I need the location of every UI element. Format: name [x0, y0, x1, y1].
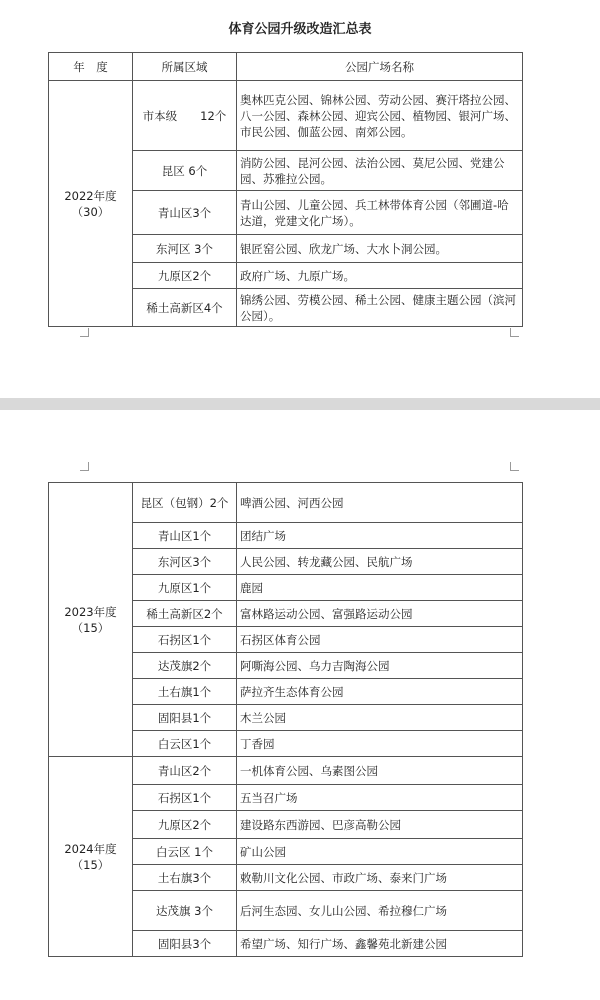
park-cell: 建设路东西游园、巴彦高勒公园 [237, 811, 523, 839]
header-district: 所属区域 [133, 53, 237, 81]
table-header-row [49, 53, 523, 81]
district-cell: 昆区 6个 [133, 151, 237, 191]
page-separator [0, 398, 600, 410]
park-cell: 鹿园 [237, 575, 523, 601]
crop-mark [80, 328, 89, 337]
document-title: 体育公园升级改造汇总表 [228, 22, 372, 37]
district-cell: 达茂旗2个 [133, 653, 237, 679]
district-cell: 石拐区1个 [133, 785, 237, 811]
district-cell: 稀土高新区4个 [133, 289, 237, 327]
header-park: 公园广场名称 [237, 53, 523, 81]
district-cell: 白云区 1个 [133, 839, 237, 865]
table-row [49, 483, 523, 523]
district-cell: 九原区2个 [133, 811, 237, 839]
park-cell: 政府广场、九原广场。 [237, 263, 523, 289]
park-cell: 萨拉齐生态体育公园 [237, 679, 523, 705]
district-cell: 石拐区1个 [133, 627, 237, 653]
table-2023-2024 [48, 482, 523, 957]
park-cell: 敕勒川文化公园、市政广场、泰来门广场 [237, 865, 523, 891]
table-row [49, 81, 523, 151]
crop-mark [510, 462, 519, 471]
park-cell: 矿山公园 [237, 839, 523, 865]
district-cell: 固阳县1个 [133, 705, 237, 731]
district-cell: 东河区 3个 [133, 235, 237, 263]
park-cell: 锦绣公园、劳模公园、稀土公园、健康主题公园（滨河公园）。 [237, 289, 523, 327]
district-cell: 白云区1个 [133, 731, 237, 757]
park-cell: 木兰公园 [237, 705, 523, 731]
park-cell: 团结广场 [237, 523, 523, 549]
district-cell: 稀土高新区2个 [133, 601, 237, 627]
district-cell: 青山区1个 [133, 523, 237, 549]
year-cell-2023 [49, 483, 133, 757]
year-cell-2022 [49, 81, 133, 327]
park-cell: 五当召广场 [237, 785, 523, 811]
park-cell: 丁香园 [237, 731, 523, 757]
table-2022 [48, 52, 523, 327]
table-row [49, 757, 523, 785]
district-cell: 土右旗1个 [133, 679, 237, 705]
document-page-1 [0, 0, 600, 398]
park-cell: 阿嘶海公园、乌力吉陶海公园 [237, 653, 523, 679]
crop-mark [80, 462, 89, 471]
district-cell: 青山区3个 [133, 191, 237, 235]
district-cell: 昆区（包钢）2个 [133, 483, 237, 523]
district-cell: 土右旗3个 [133, 865, 237, 891]
year-count: （15） [71, 857, 110, 872]
park-cell: 一机体育公园、乌素图公园 [237, 757, 523, 785]
crop-mark [510, 328, 519, 337]
park-cell: 希望广场、知行广场、鑫馨苑北新建公园 [237, 931, 523, 957]
year-count: （15） [71, 620, 110, 635]
district-cell: 东河区3个 [133, 549, 237, 575]
district-cell: 九原区1个 [133, 575, 237, 601]
park-cell: 人民公园、转龙藏公园、民航广场 [237, 549, 523, 575]
year-label: 2024年度 [64, 841, 117, 856]
year-cell-2024 [49, 757, 133, 957]
park-cell: 后河生态园、女儿山公园、希拉穆仁广场 [237, 891, 523, 931]
district-cell: 青山区2个 [133, 757, 237, 785]
year-label: 2023年度 [64, 604, 117, 619]
park-cell: 石拐区体育公园 [237, 627, 523, 653]
district-cell: 固阳县3个 [133, 931, 237, 957]
park-cell: 奥林匹克公园、锦林公园、劳动公园、赛汗塔拉公园、八一公园、森林公园、迎宾公园、植物园、银河广场、市民公园、伽蓝公园、南郊公园。 [237, 81, 523, 151]
header-year: 年 度 [49, 53, 133, 81]
year-label: 2022年度 [64, 188, 117, 203]
park-cell: 富林路运动公园、富强路运动公园 [237, 601, 523, 627]
year-count: （30） [71, 204, 110, 219]
district-cell: 达茂旗 3个 [133, 891, 237, 931]
district-cell: 九原区2个 [133, 263, 237, 289]
park-cell: 消防公园、昆河公园、法治公园、莫尼公园、党建公园、苏雅拉公园。 [237, 151, 523, 191]
park-cell: 银匠窑公园、欣龙广场、大水卜洞公园。 [237, 235, 523, 263]
park-cell: 啤酒公园、河西公园 [237, 483, 523, 523]
document-page-2 [0, 410, 600, 1000]
park-cell: 青山公园、儿童公园、兵工林带体育公园（邻圃道-哈达道，党建文化广场）。 [237, 191, 523, 235]
district-cell: 市本级 12个 [133, 81, 237, 151]
